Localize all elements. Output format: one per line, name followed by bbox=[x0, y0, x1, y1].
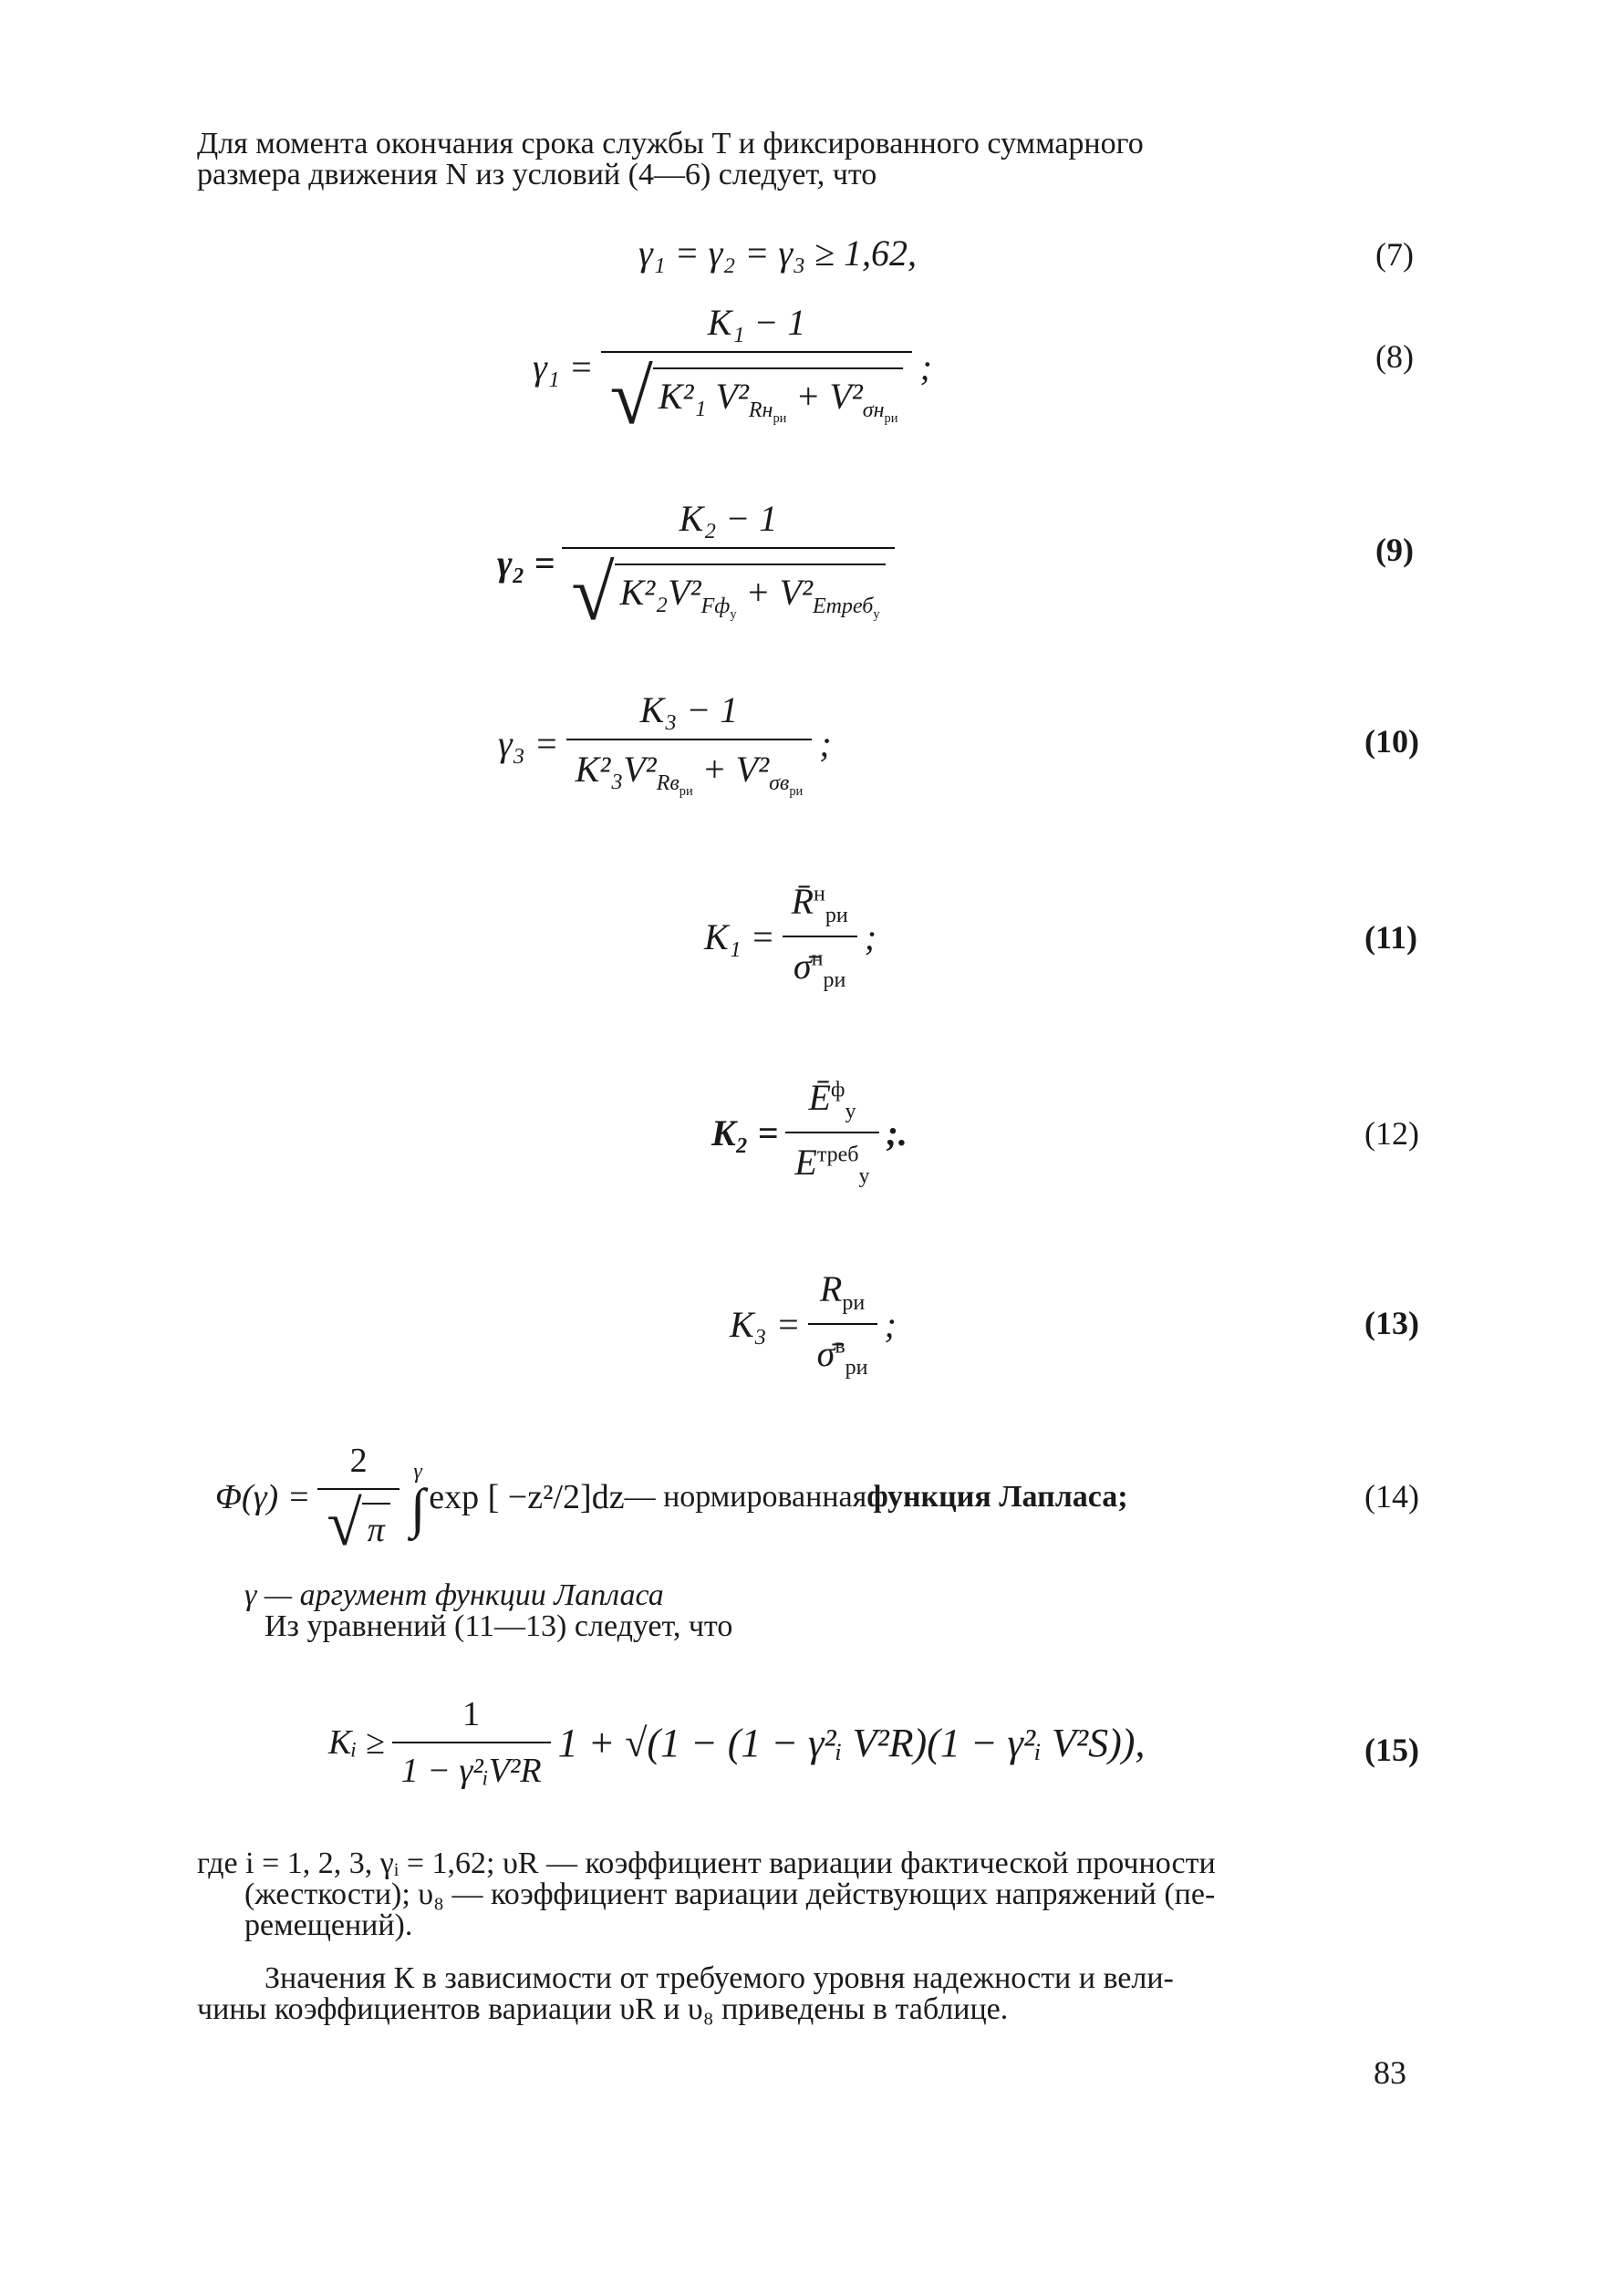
equation-10-lhs: γ₃ = bbox=[498, 723, 559, 765]
eq10-term-a-subsub: ри bbox=[679, 783, 693, 799]
equation-10-tail: ; bbox=[819, 723, 832, 765]
equation-15 bbox=[328, 1694, 1145, 1791]
equation-10-denominator bbox=[566, 740, 813, 800]
equation-11-tail: ; bbox=[864, 915, 877, 957]
eq15-num: 1 bbox=[462, 1695, 481, 1733]
equation-7-number: (7) bbox=[1375, 236, 1414, 273]
eq9-term-a-subsub: у bbox=[730, 606, 737, 622]
eq11-num-sub: ри bbox=[825, 904, 848, 927]
equation-14 bbox=[215, 1441, 1128, 1559]
equation-10-fraction bbox=[566, 688, 813, 800]
eq11-den-sup: н bbox=[811, 946, 824, 971]
eq8-term-a-sub: Rн bbox=[748, 398, 773, 422]
equation-13-fraction bbox=[808, 1267, 877, 1381]
equation-11-number: (11) bbox=[1364, 919, 1417, 956]
eq10-term-b-sub: σв bbox=[769, 771, 790, 795]
eq9-term-b-sub: Eтреб bbox=[812, 595, 874, 618]
equation-13-number: (13) bbox=[1364, 1305, 1419, 1341]
equation-11-lhs: K₁ = bbox=[704, 915, 775, 957]
equation-7 bbox=[638, 230, 917, 275]
equation-12-lhs: K₂ = bbox=[711, 1112, 779, 1153]
equation-9 bbox=[497, 497, 902, 636]
eq12-num-sub: у bbox=[845, 1100, 856, 1123]
equation-8-tail: ; bbox=[919, 346, 932, 388]
eq10-term-a: K²₃V² bbox=[575, 749, 657, 790]
eq13-den-sup: в bbox=[835, 1334, 845, 1359]
equation-15-fraction bbox=[392, 1694, 551, 1791]
eq14-int-upper: γ bbox=[413, 1460, 422, 1484]
from-equations-text: Из уравнений (11—13) следует, что bbox=[265, 1609, 733, 1643]
eq11-num-sup: н bbox=[814, 882, 825, 906]
eq12-num-sup: ф bbox=[830, 1078, 845, 1102]
equation-14-fraction: 2 √ π bbox=[317, 1441, 399, 1554]
equation-11 bbox=[704, 880, 877, 993]
equation-12 bbox=[711, 1076, 908, 1189]
eq8-term-b-sub: σн bbox=[862, 398, 885, 422]
eq12-num-main: Ē bbox=[808, 1077, 831, 1118]
equation-10-number: (10) bbox=[1364, 723, 1419, 760]
eq9-term-b: + V² bbox=[736, 572, 813, 613]
eq13-num-main: R bbox=[819, 1268, 843, 1309]
equation-9-number: (9) bbox=[1375, 532, 1414, 568]
equation-8-number: (8) bbox=[1375, 338, 1414, 375]
eq10-term-b: + V² bbox=[692, 749, 770, 790]
equation-8 bbox=[533, 301, 932, 440]
integral-sign-icon: ∫ bbox=[410, 1478, 426, 1538]
values-line-2: чины коэффициентов вариации υR и υ₈ приведены в таблице. bbox=[197, 1992, 1009, 2026]
equation-9-radicand bbox=[615, 564, 886, 623]
equation-13-tail: ; bbox=[884, 1303, 897, 1345]
equation-15-number: (15) bbox=[1364, 1732, 1419, 1768]
where-line-2: (жесткости); υ₈ — коэффициент вариации действующих напряжений (пе- bbox=[244, 1877, 1216, 1911]
eq15-den: 1 − γ²ᵢV²R bbox=[400, 1752, 542, 1790]
eq9-term-a-sub: Fф bbox=[700, 595, 731, 618]
equation-14-lhs: Φ(γ) = bbox=[215, 1478, 311, 1516]
equation-9-lhs: γ₂ = bbox=[497, 543, 555, 584]
equation-8-numerator: K₁ − 1 bbox=[707, 302, 806, 343]
equation-11-fraction bbox=[783, 880, 857, 993]
eq9-term-a: K²₂V² bbox=[619, 572, 701, 613]
equation-9-fraction: K₂ − 1 √ $K^2_2V^2_{Fф_у} + V^2_{Eтреб_у}$ bbox=[562, 497, 894, 629]
eq14-desc: — нормированная bbox=[624, 1480, 867, 1514]
eq8-term-b-subsub: ри bbox=[884, 410, 898, 426]
equation-15-lhs: Kᵢ ≥ bbox=[328, 1723, 385, 1762]
eq10-term-b-subsub: ри bbox=[789, 783, 804, 799]
page-number: 83 bbox=[1374, 2054, 1406, 2091]
eq13-den-sub: ри bbox=[845, 1356, 868, 1380]
intro-line-1: Для момента окончания срока службы Т и фиксированного суммарного bbox=[197, 127, 1144, 160]
equation-10-numerator: K₃ − 1 bbox=[639, 689, 739, 730]
eq9-term-b-subsub: у bbox=[873, 606, 880, 622]
equation-10 bbox=[498, 688, 832, 800]
where-line-1: где i = 1, 2, 3, γᵢ = 1,62; υR — коэффициент вариации фактической прочности bbox=[197, 1846, 1216, 1880]
equation-7-expr: γ₁ = γ₂ = γ₃ ≥ 1,62, bbox=[638, 232, 917, 274]
values-line-1: Значения К в зависимости от требуемого уровня надежности и вели- bbox=[265, 1961, 1174, 1995]
eq15-bracket: 1 + √(1 − (1 − γ²ᵢ V²R)(1 − γ²ᵢ V²S)), bbox=[557, 1720, 1146, 1765]
eq11-den-sub: ри bbox=[823, 968, 846, 992]
where-line-3: ремещений). bbox=[244, 1908, 413, 1942]
eq10-term-a-sub: Rв bbox=[656, 771, 680, 795]
equation-12-fraction bbox=[785, 1076, 878, 1189]
eq12-den-main: E bbox=[794, 1142, 817, 1183]
eq8-term-a: K²₁ V² bbox=[658, 376, 749, 417]
equation-9-numerator: K₂ − 1 bbox=[679, 498, 778, 539]
equation-12-number: (12) bbox=[1364, 1115, 1419, 1152]
equation-12-tail: ;. bbox=[886, 1112, 908, 1153]
eq13-num-sub: ри bbox=[842, 1291, 866, 1315]
eq14-integrand: exp [ −z²/2]dz bbox=[429, 1478, 625, 1516]
equation-8-fraction: K₁ − 1 √ K²₁ $V^2_{Rн_{ри}} + V^2_{\sigma н_{ри}}$ bbox=[601, 301, 913, 433]
equation-13-lhs: K₃ = bbox=[730, 1303, 801, 1345]
equation-14-number: (14) bbox=[1364, 1478, 1419, 1515]
eq8-term-a-subsub: ри bbox=[773, 410, 787, 426]
eq8-term-b: + V² bbox=[786, 376, 863, 417]
eq13-den-main: σ̄ bbox=[816, 1333, 835, 1374]
eq14-den: π bbox=[362, 1503, 390, 1550]
eq12-den-sup: треб bbox=[816, 1143, 859, 1167]
equation-8-radicand bbox=[653, 367, 904, 427]
eq14-desc-bold: функция Лапласа; bbox=[866, 1480, 1128, 1514]
gamma-definition: γ — аргумент функции Лапласа bbox=[244, 1578, 664, 1612]
eq14-num: 2 bbox=[349, 1442, 368, 1480]
eq11-den-main: σ̄ bbox=[793, 946, 812, 987]
eq12-den-sub: у bbox=[858, 1164, 870, 1188]
equation-13 bbox=[730, 1267, 897, 1381]
equation-8-lhs: γ₁ = bbox=[533, 346, 594, 388]
intro-line-2: размера движения N из условий (4—6) следует, что bbox=[197, 158, 877, 191]
eq11-num-main: R̄ bbox=[791, 881, 814, 922]
